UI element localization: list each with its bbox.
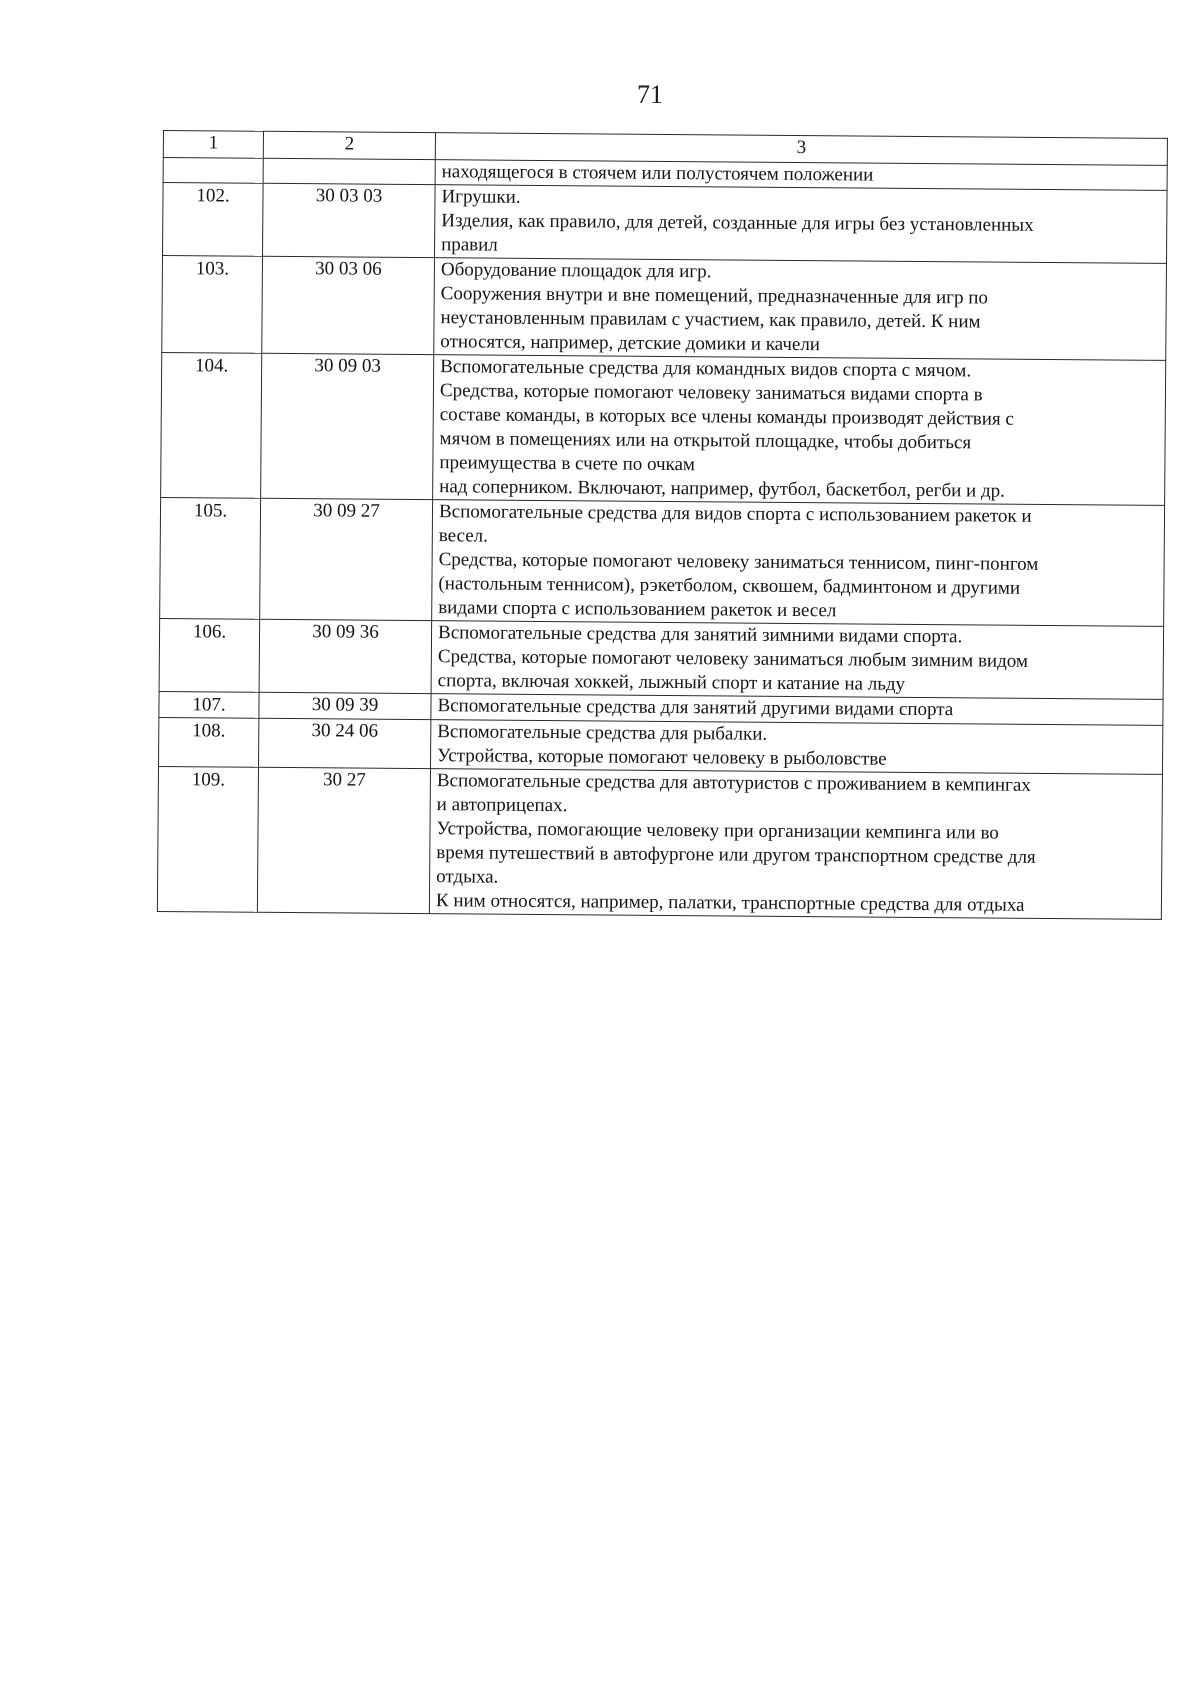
description-cell	[432, 500, 1165, 627]
description-line: и автоприцепах.	[436, 794, 568, 817]
description-cell	[430, 720, 1162, 775]
description-cell	[433, 355, 1166, 506]
classification-code: 30 24 06	[258, 718, 430, 768]
row-number: 104.	[161, 352, 262, 498]
description-line: над соперником. Включают, например, футбол, баскетбол, регби и др.	[439, 476, 1006, 502]
row-number: 102.	[163, 183, 264, 257]
description-line: Устройства, которые помогают человеку в рыболовстве	[437, 745, 887, 770]
table-row	[159, 717, 1163, 774]
description-line: время путешествий в автофургоне или другом транспортном средстве для	[436, 842, 1036, 868]
classification-code: 30 09 03	[261, 353, 434, 499]
description-cell	[431, 621, 1164, 700]
description-line: Вспомогательные средства для автотуристов с проживанием в кемпингах	[436, 770, 1031, 796]
row-number: 109.	[157, 766, 258, 912]
description-line: Вспомогательные средства для занятий другими видами спорта	[437, 695, 954, 721]
description-line: Средства, которые помогают человеку заниматься теннисом, пинг-понгом	[438, 549, 1039, 575]
row-number: 108.	[159, 717, 259, 767]
description-line: видами спорта с использованием ракеток и весел	[438, 597, 837, 622]
description-line: Игрушки.	[441, 186, 521, 208]
classification-code: 30 09 39	[259, 692, 431, 719]
table-row	[161, 352, 1166, 505]
description-line: Вспомогательные средства для командных видов спорта с мячом.	[440, 356, 972, 382]
description-line: отдыха.	[436, 866, 499, 888]
continuation-num-cell	[163, 158, 263, 184]
table-row	[159, 618, 1164, 699]
description-line: Средства, которые помогают человеку заниматься любым зимним видом	[437, 646, 1029, 672]
description-line: мячом в помещениях или на открытой площадке, чтобы добиться	[439, 428, 972, 454]
row-number: 107.	[159, 691, 259, 718]
description-line: спорта, включая хоккей, лыжный спорт и катание на льду	[437, 670, 906, 695]
table-row	[162, 256, 1167, 361]
classification-code: 30 03 06	[262, 256, 435, 354]
column-header-2: 2	[263, 131, 435, 159]
description-line: относятся, например, детские домики и качели	[440, 331, 821, 356]
description-line: Оборудование площадок для игр.	[440, 259, 712, 283]
description-line: Изделия, как правило, для детей, созданные для игры без установленных	[441, 210, 1034, 236]
description-line: К ним относятся, например, палатки, транспортные средства для отдыха	[435, 890, 1025, 916]
row-number: 106.	[159, 618, 260, 692]
classification-table	[157, 130, 1168, 920]
continuation-text: находящегося в стоячем или полустоячем положении	[435, 160, 1167, 191]
page-number: 71	[637, 80, 663, 109]
description-line: Сооружения внутри и вне помещений, предназначенные для игр по	[440, 283, 989, 309]
description-line: правил	[441, 234, 498, 256]
description-line: Средства, которые помогают человеку заниматься видами спорта в	[439, 380, 983, 406]
column-header-3: 3	[435, 133, 1167, 166]
row-number: 105.	[160, 497, 261, 619]
description-line: неустановленным правилам с участием, как правило, детей. К ним	[440, 307, 981, 333]
classification-code: 30 03 03	[263, 183, 436, 257]
row-number: 103.	[162, 256, 263, 354]
table-row	[163, 183, 1168, 264]
classification-code: 30 27	[257, 767, 430, 913]
classification-code: 30 09 27	[260, 498, 433, 620]
description-line: весел.	[438, 525, 489, 547]
description-line: преимущества в счете по очкам	[439, 452, 696, 476]
description-cell	[435, 185, 1168, 264]
description-line: Устройства, помогающие человеку при организации кемпинга или во	[436, 818, 999, 844]
description-cell	[434, 258, 1167, 361]
description-line: Вспомогательные средства для рыбалки.	[437, 721, 768, 745]
description-line: Вспомогательные средства для занятий зимними видами спорта.	[437, 622, 963, 648]
classification-code: 30 09 36	[259, 619, 432, 693]
table-row	[157, 766, 1162, 919]
column-header-1: 1	[163, 131, 263, 159]
description-line: Вспомогательные средства для видов спорта с использованием ракеток и	[438, 501, 1032, 527]
continuation-code-cell	[263, 158, 435, 184]
table-row	[160, 497, 1165, 626]
description-line: (настольным теннисом), рэкетболом, сквошем, бадминтоном и другими	[438, 573, 1021, 599]
description-line: составе команды, в которых все члены команды производят действия с	[439, 404, 1014, 430]
description-cell	[429, 769, 1162, 920]
